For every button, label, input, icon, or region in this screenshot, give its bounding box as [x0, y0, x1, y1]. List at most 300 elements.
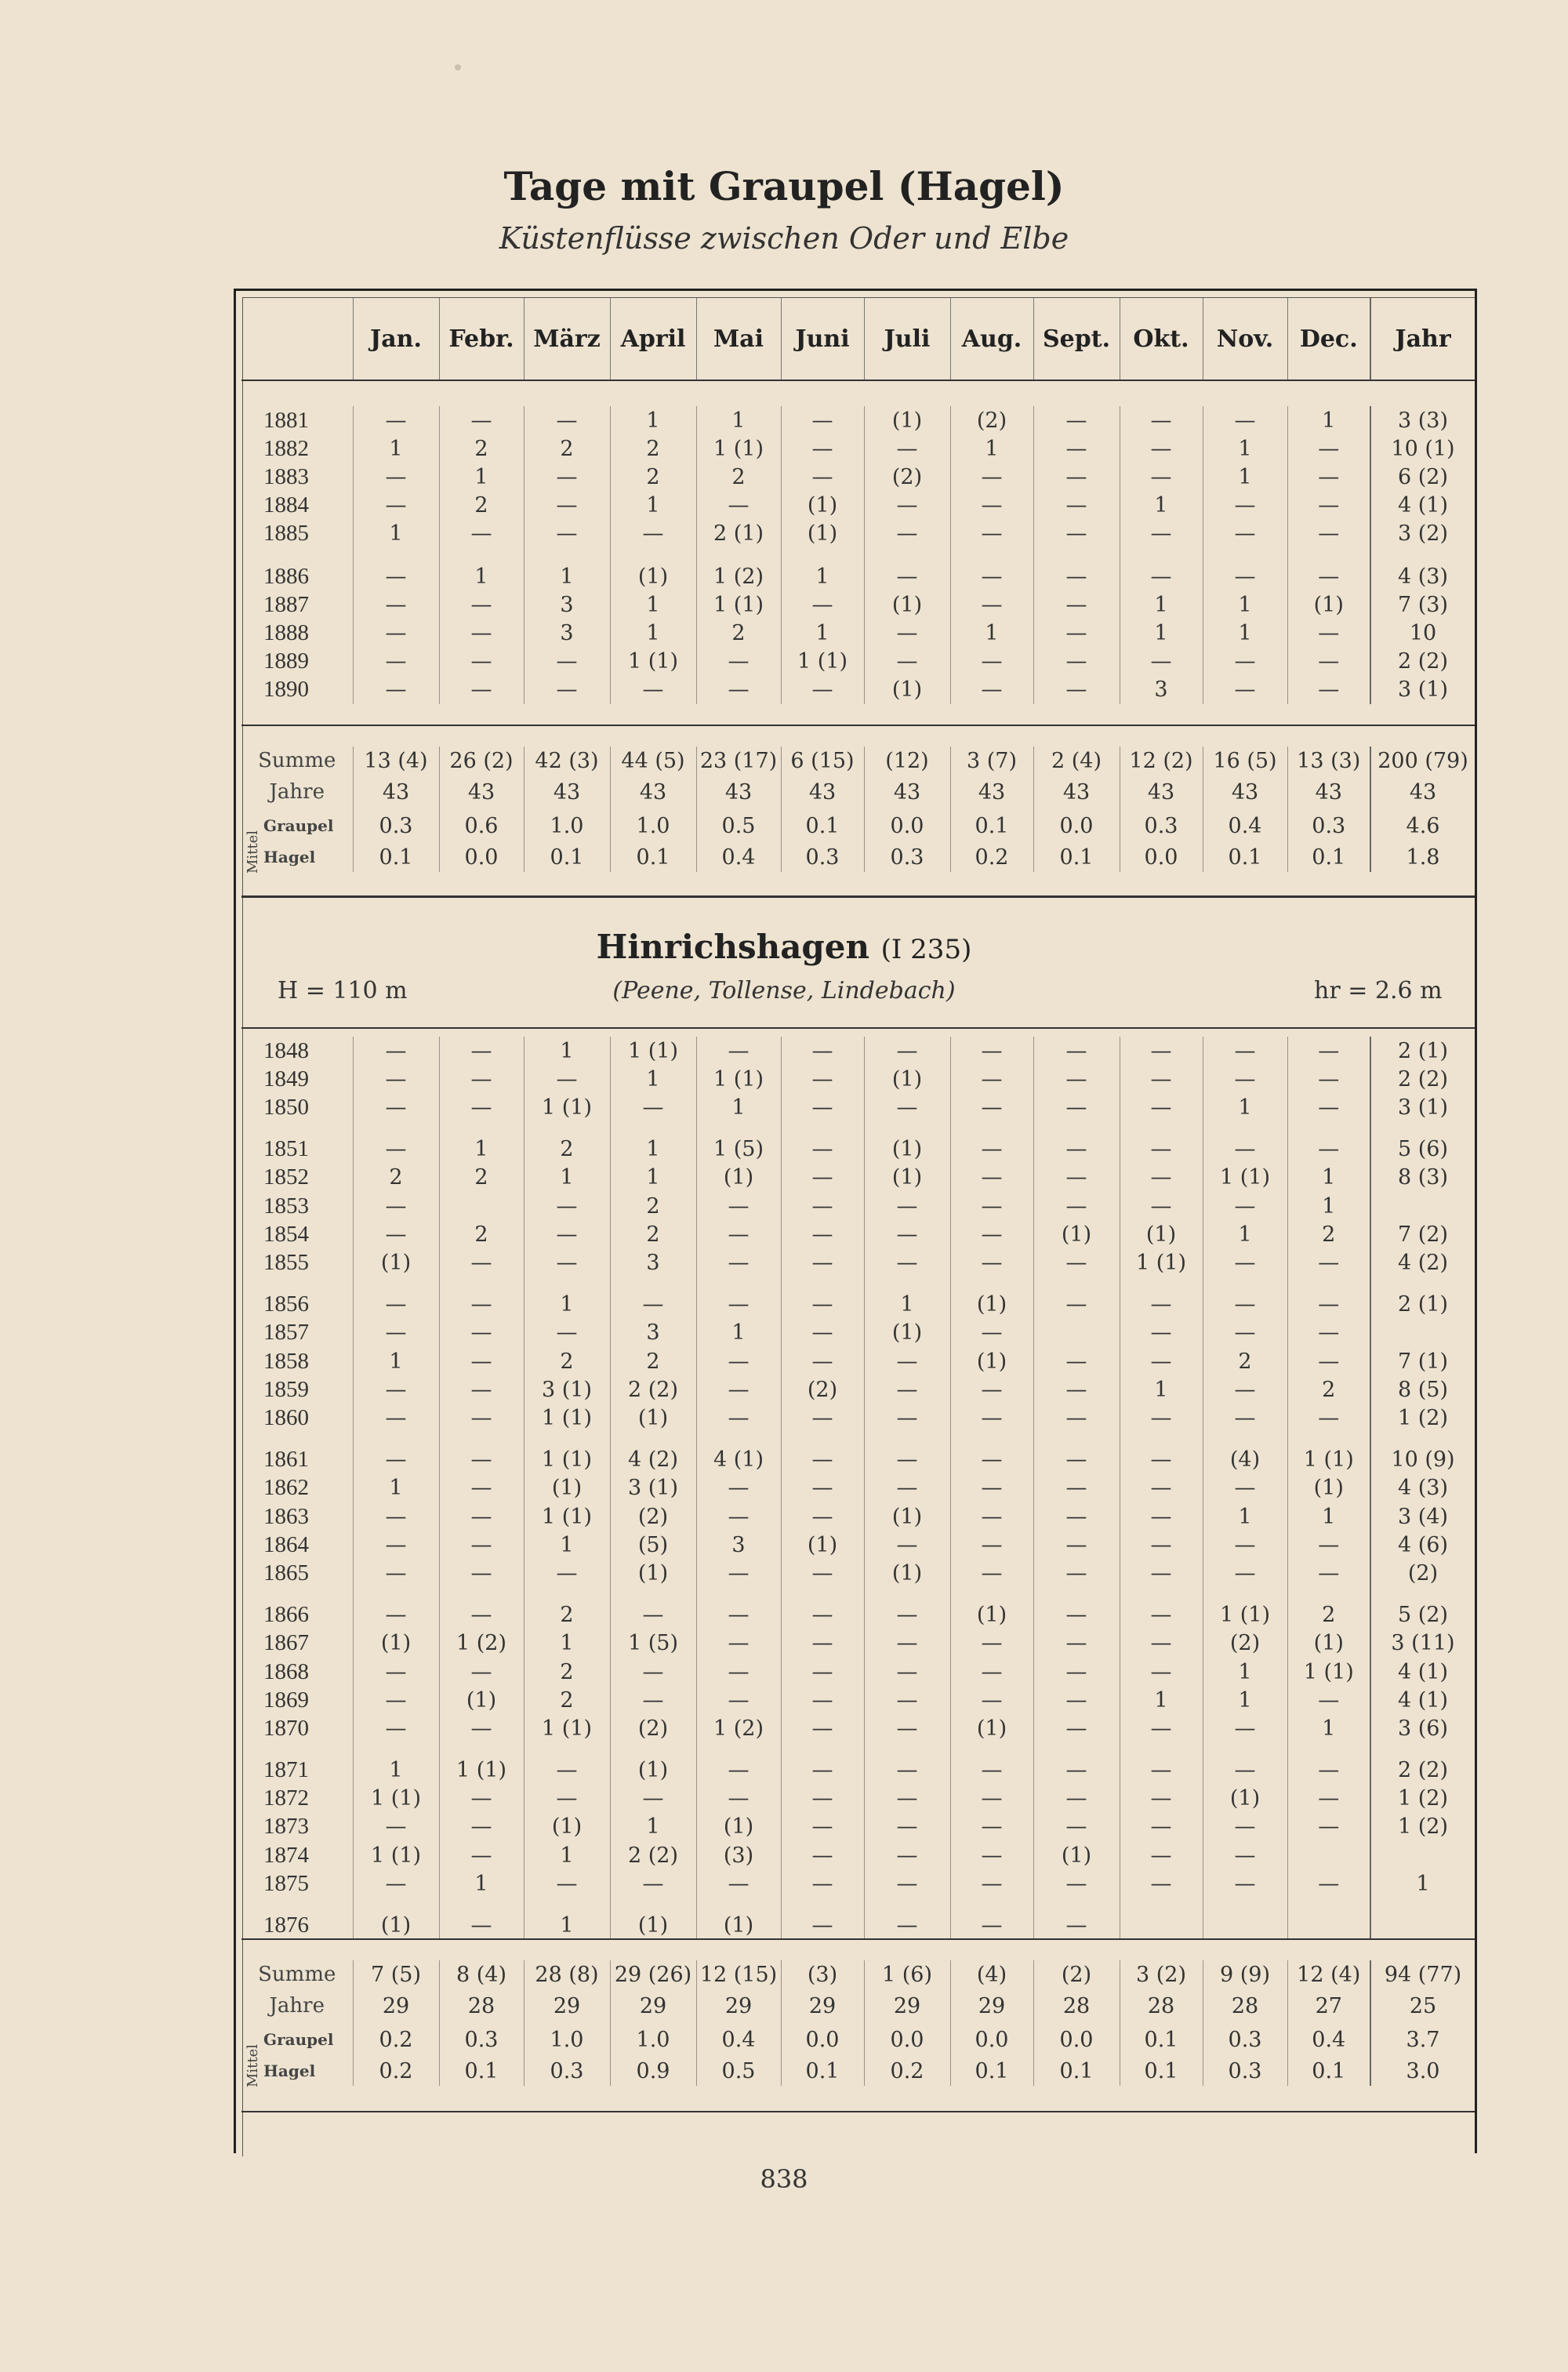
table1-hagel-value: 0.1: [524, 842, 610, 872]
table2-hagel-row: [241, 2056, 1475, 2086]
table-cell: —: [781, 1404, 864, 1433]
table-cell: —: [353, 1404, 439, 1433]
table2-spacer-cell: [610, 1277, 696, 1290]
table-cell: —: [1033, 1445, 1120, 1473]
table-cell: 1 (5): [610, 1629, 696, 1657]
table1-spacer-cell: [1120, 548, 1203, 562]
table-cell: 3: [524, 619, 610, 647]
month-header-12: Dec.: [1287, 298, 1370, 380]
table1-row-1881: [241, 406, 1475, 434]
table-cell: —: [524, 676, 610, 704]
table-cell: [1033, 1319, 1120, 1347]
table-cell: —: [1287, 434, 1370, 463]
table2-spacer-cell: [524, 1122, 610, 1135]
table-cell: —: [610, 676, 696, 704]
table2-spacer-cell: [610, 1743, 696, 1756]
table-cell: 4 (3): [1370, 562, 1475, 590]
table-cell: —: [696, 1192, 781, 1220]
table-cell: 1: [1287, 1502, 1370, 1531]
table-cell: 1 (1): [696, 590, 781, 619]
table-cell: —: [1287, 1319, 1370, 1347]
table-cell: —: [1287, 676, 1370, 704]
table-cell: 2: [524, 1686, 610, 1714]
year-label: 1856: [263, 1291, 309, 1317]
table-cell: —: [864, 434, 950, 463]
table2-spacer-cell: [610, 1588, 696, 1600]
table-cell: —: [864, 1347, 950, 1375]
table2-spacer-cell: [439, 1433, 524, 1445]
table2-spacer-cell: [781, 1588, 864, 1600]
table2-row-1851: [241, 1135, 1475, 1163]
table-cell: —: [524, 1065, 610, 1093]
table-cell: 1 (2): [1370, 1813, 1475, 1841]
table-cell: 3: [1120, 676, 1203, 704]
table2-jahre-value: 29: [864, 1989, 950, 2023]
table1-hagel-value: 0.1: [1203, 842, 1287, 872]
table-cell: —: [1203, 1531, 1287, 1559]
table-cell: —: [864, 1249, 950, 1277]
table-cell: —: [524, 1192, 610, 1220]
table-cell: —: [1203, 406, 1287, 434]
table-cell: (1): [610, 1404, 696, 1433]
table2-row-1873: [241, 1813, 1475, 1841]
table-cell: —: [1287, 648, 1370, 676]
table-cell: —: [950, 1192, 1033, 1220]
table-cell: —: [353, 1813, 439, 1841]
table-cell: 1: [696, 1319, 781, 1347]
table-cell: 1: [439, 1870, 524, 1898]
table-cell: (1): [353, 1249, 439, 1277]
table1-hagel-label: Hagel: [263, 848, 316, 866]
table2-row-1860: [241, 1404, 1475, 1433]
table2-spacer-cell: [241, 1743, 353, 1756]
table-cell: 3: [524, 590, 610, 619]
table-cell: —: [1033, 1473, 1120, 1502]
table2-spacer-cell: [524, 1743, 610, 1756]
table-cell: (1): [696, 1911, 781, 1939]
table-cell: 2: [1287, 1600, 1370, 1629]
table-cell: —: [696, 676, 781, 704]
table-cell: —: [781, 1319, 864, 1347]
table-cell: 1: [1120, 492, 1203, 520]
table-cell: —: [1033, 1756, 1120, 1784]
table-cell: —: [1287, 1249, 1370, 1277]
table-cell: 2: [524, 434, 610, 463]
table-cell: —: [439, 1560, 524, 1588]
table2-spacer-cell: [524, 1898, 610, 1911]
month-header-6: Juni: [781, 298, 864, 380]
table-cell: —: [950, 1249, 1033, 1277]
table2-spacer-cell: [950, 1743, 1033, 1756]
table-cell: 2 (2): [610, 1841, 696, 1869]
table2-spacer-cell: [1287, 1277, 1370, 1290]
table-cell: —: [864, 1841, 950, 1869]
table2-spacer-cell: [950, 1433, 1033, 1445]
table-cell: —: [353, 1715, 439, 1743]
table-cell: —: [864, 1756, 950, 1784]
table2-summe-row: [241, 1960, 1475, 1989]
table2-summe-value: 12 (15): [696, 1960, 781, 1989]
table1-summe-value: 6 (15): [781, 746, 864, 775]
table-cell: —: [781, 1813, 864, 1841]
table2-spacer-cell: [950, 1898, 1033, 1911]
table-cell: 4 (1): [1370, 492, 1475, 520]
table2-hagel-value: 0.1: [1120, 2056, 1203, 2086]
table2-spacer-cell: [781, 1433, 864, 1445]
table-cell: —: [781, 1037, 864, 1065]
table2-graupel-value: 0.4: [696, 2023, 781, 2056]
year-label: 1873: [263, 1814, 309, 1840]
table-cell: —: [524, 520, 610, 548]
table-cell: —: [1287, 1135, 1370, 1163]
table2-spacer-cell: [1287, 1433, 1370, 1445]
table-cell: —: [1033, 676, 1120, 704]
table-cell: —: [864, 1037, 950, 1065]
table2-jahre-value: 29: [610, 1989, 696, 2023]
table-cell: —: [1120, 1347, 1203, 1375]
table-cell: —: [950, 1531, 1033, 1559]
table-cell: —: [696, 1870, 781, 1898]
table-cell: —: [524, 463, 610, 491]
table2-jahre-value: 29: [696, 1989, 781, 2023]
year-label: 1849: [263, 1066, 309, 1092]
table-cell: [1370, 1192, 1475, 1220]
table-cell: —: [439, 520, 524, 548]
table-cell: (1): [950, 1290, 1033, 1318]
header-rule: [241, 380, 1475, 381]
month-header: [241, 298, 1475, 380]
table2-summe-value: (2): [1033, 1960, 1120, 1989]
table-cell: —: [781, 1094, 864, 1122]
table-cell: —: [696, 1560, 781, 1588]
table2-spacer-cell: [241, 1588, 353, 1600]
table-cell: 7 (1): [1370, 1347, 1475, 1375]
table-cell: —: [353, 1375, 439, 1404]
table-cell: 1 (1): [524, 1094, 610, 1122]
table-cell: —: [1203, 1813, 1287, 1841]
table2-hagel-value: 0.2: [864, 2056, 950, 2086]
table-cell: 1: [1203, 590, 1287, 619]
table2-spacer-cell: [1370, 1277, 1475, 1290]
table1-row-1882: [241, 434, 1475, 463]
table-cell: (1): [1033, 1841, 1120, 1869]
table-cell: 1: [950, 434, 1033, 463]
table-cell: —: [864, 648, 950, 676]
table-cell: 10 (1): [1370, 434, 1475, 463]
table-cell: 1 (1): [524, 1404, 610, 1433]
table2-spacer-cell: [610, 1122, 696, 1135]
table2-spacer-cell: [1287, 1743, 1370, 1756]
table2-graupel-value: 0.1: [1120, 2023, 1203, 2056]
table-cell: 2: [1203, 1347, 1287, 1375]
table2-summe-value: 28 (8): [524, 1960, 610, 1989]
table-cell: —: [950, 676, 1033, 704]
table-cell: —: [1120, 1715, 1203, 1743]
table-cell: —: [353, 1065, 439, 1093]
table2-spacer-cell: [439, 1898, 524, 1911]
table-cell: 2: [524, 1658, 610, 1686]
table2-spacer-cell: [524, 1433, 610, 1445]
table-cell: (2): [864, 463, 950, 491]
table-cell: —: [781, 676, 864, 704]
table-cell: —: [864, 562, 950, 590]
table-cell: —: [1033, 1094, 1120, 1122]
page-number: 838: [760, 2164, 808, 2194]
table-cell: (1): [353, 1629, 439, 1657]
year-label: 1853: [263, 1193, 309, 1219]
table2-row-1876: [241, 1911, 1475, 1939]
table-cell: —: [950, 1319, 1033, 1347]
table-cell: 3 (1): [1370, 1094, 1475, 1122]
year-label: 1855: [263, 1250, 309, 1276]
table-cell: —: [950, 1870, 1033, 1898]
table2-spacer-cell: [864, 1898, 950, 1911]
table-cell: 2: [439, 492, 524, 520]
table-cell: 1 (2): [696, 1715, 781, 1743]
table-cell: —: [439, 590, 524, 619]
table-cell: —: [864, 1220, 950, 1248]
table2-spacer-cell: [781, 1277, 864, 1290]
table-cell: —: [1203, 1841, 1287, 1869]
table1-row-1888: [241, 619, 1475, 647]
table-cell: —: [1033, 520, 1120, 548]
table-cell: —: [439, 406, 524, 434]
table2-spacer-cell: [696, 1898, 781, 1911]
table2-jahre-value: 29: [781, 1989, 864, 2023]
table2-spacer-cell: [241, 1277, 353, 1290]
table-cell: (1): [610, 1560, 696, 1588]
table2-spacer-cell: [1370, 1433, 1475, 1445]
table1-graupel-value: 4.6: [1370, 809, 1475, 842]
table-cell: —: [1287, 1347, 1370, 1375]
table-cell: —: [781, 406, 864, 434]
table-cell: —: [1120, 1870, 1203, 1898]
table-cell: —: [696, 1249, 781, 1277]
table-cell: 1: [1203, 619, 1287, 647]
table-cell: 3 (4): [1370, 1502, 1475, 1531]
table-cell: (1): [864, 1135, 950, 1163]
table-cell: —: [1033, 1715, 1120, 1743]
table-cell: 4 (6): [1370, 1531, 1475, 1559]
table-cell: —: [781, 1347, 864, 1375]
table-cell: —: [696, 1220, 781, 1248]
table-cell: —: [781, 1560, 864, 1588]
table-cell: (2): [610, 1715, 696, 1743]
table-cell: —: [864, 1870, 950, 1898]
table-cell: 2: [696, 619, 781, 647]
year-label: 1887: [263, 591, 309, 617]
table1-spacer-cell: [864, 548, 950, 562]
table-cell: 1 (1): [610, 648, 696, 676]
table-cell: —: [1120, 463, 1203, 491]
table2-jahre-row: [241, 1989, 1475, 2023]
table-cell: —: [696, 1784, 781, 1812]
table-cell: —: [1120, 1192, 1203, 1220]
table2-spacer-cell: [1120, 1743, 1203, 1756]
table-cell: —: [610, 1784, 696, 1812]
table-cell: 2: [439, 1164, 524, 1192]
table1-jahre-value: 43: [1203, 775, 1287, 809]
table-cell: 1: [1203, 434, 1287, 463]
table-cell: —: [1033, 1870, 1120, 1898]
table1-stats: [241, 746, 1475, 872]
table-cell: —: [353, 1220, 439, 1248]
table1-jahre-value: 43: [1370, 775, 1475, 809]
table1-summe-value: 44 (5): [610, 746, 696, 775]
table-cell: —: [610, 1600, 696, 1629]
table-cell: —: [610, 1870, 696, 1898]
table1-hagel-value: 0.1: [1287, 842, 1370, 872]
table-cell: —: [1033, 1784, 1120, 1812]
table-cell: (1): [781, 492, 864, 520]
table-cell: —: [1203, 1249, 1287, 1277]
table-cell: —: [1203, 1756, 1287, 1784]
table-cell: 4 (2): [610, 1445, 696, 1473]
month-header-8: Aug.: [950, 298, 1033, 380]
table-cell: —: [781, 1784, 864, 1812]
table2-end-rule: [241, 2111, 1475, 2112]
table2-group-spacer: [241, 1743, 1475, 1756]
table-cell: (1): [1287, 1629, 1370, 1657]
year-label: 1854: [263, 1222, 309, 1248]
table-cell: (1): [439, 1686, 524, 1714]
table2-jahre-value: 28: [1203, 1989, 1287, 2023]
table-cell: —: [1203, 1037, 1287, 1065]
table2-hagel-value: 0.1: [950, 2056, 1033, 2086]
table-cell: —: [1120, 1094, 1203, 1122]
table-cell: 1: [1287, 1164, 1370, 1192]
table-cell: —: [353, 619, 439, 647]
table-cell: 1 (1): [524, 1445, 610, 1473]
table-cell: —: [1120, 1502, 1203, 1531]
table1-jahre-row: [241, 775, 1475, 809]
table-cell: 1: [1287, 406, 1370, 434]
table2-spacer-cell: [610, 1433, 696, 1445]
table-cell: [1287, 1911, 1370, 1939]
table-cell: 1 (1): [353, 1784, 439, 1812]
table2-row-1850: [241, 1094, 1475, 1122]
table-cell: 2: [524, 1600, 610, 1629]
table-cell: (1): [864, 1164, 950, 1192]
table-cell: —: [781, 1911, 864, 1939]
table-cell: (3): [696, 1841, 781, 1869]
table-cell: 3 (1): [1370, 676, 1475, 704]
table-cell: —: [950, 1135, 1033, 1163]
table2-group-spacer: [241, 1433, 1475, 1445]
table1-graupel-value: 0.6: [439, 809, 524, 842]
table-cell: 1: [1203, 1658, 1287, 1686]
table-cell: —: [610, 1290, 696, 1318]
table2-row-1871: [241, 1756, 1475, 1784]
table-cell: 1: [524, 1164, 610, 1192]
table1-graupel-value: 0.1: [781, 809, 864, 842]
table-cell: 4 (3): [1370, 1473, 1475, 1502]
table-cell: —: [1120, 434, 1203, 463]
table-cell: (1): [696, 1813, 781, 1841]
table2-jahre-value: 29: [353, 1989, 439, 2023]
table-cell: 1: [1370, 1870, 1475, 1898]
year-label: 1872: [263, 1785, 309, 1811]
table-cell: 2: [1287, 1375, 1370, 1404]
table-cell: —: [950, 463, 1033, 491]
table2-hagel-value: 0.5: [696, 2056, 781, 2086]
table-cell: —: [1033, 1249, 1120, 1277]
table2-jahre-value: 29: [950, 1989, 1033, 2023]
table2-sum-rule: [241, 1938, 1475, 1940]
table-cell: —: [1120, 1560, 1203, 1588]
table-cell: —: [950, 1473, 1033, 1502]
table2-spacer-cell: [781, 1743, 864, 1756]
table2-spacer-cell: [241, 1433, 353, 1445]
table1-graupel-value: 0.0: [864, 809, 950, 842]
table-cell: (2): [610, 1502, 696, 1531]
table2-graupel-value: 0.2: [353, 2023, 439, 2056]
table-cell: —: [1203, 1560, 1287, 1588]
table-cell: —: [439, 1502, 524, 1531]
month-header-2: Febr.: [439, 298, 524, 380]
table2-spacer-cell: [1120, 1433, 1203, 1445]
table2-spacer-cell: [524, 1277, 610, 1290]
table1-jahre-value: 43: [1120, 775, 1203, 809]
table-cell: 1: [610, 492, 696, 520]
table-cell: (1): [864, 590, 950, 619]
table-cell: —: [696, 1600, 781, 1629]
table-cell: —: [1120, 406, 1203, 434]
table-cell: —: [1033, 1531, 1120, 1559]
table1-spacer-cell: [696, 548, 781, 562]
table-cell: —: [524, 1560, 610, 1588]
table-cell: —: [439, 1813, 524, 1841]
table-cell: —: [353, 1658, 439, 1686]
month-header-year: Jahr: [1370, 298, 1475, 380]
table-cell: —: [439, 1841, 524, 1869]
year-label: 1869: [263, 1687, 309, 1713]
table2-spacer-cell: [353, 1588, 439, 1600]
table-cell: 3 (2): [1370, 520, 1475, 548]
table-cell: —: [950, 1164, 1033, 1192]
table-cell: 8 (5): [1370, 1375, 1475, 1404]
table2-top-rule: [241, 1027, 1475, 1029]
table-cell: 3: [610, 1249, 696, 1277]
table-cell: —: [950, 520, 1033, 548]
table1-hagel-value: 0.0: [1120, 842, 1203, 872]
table1-spacer-cell: [524, 548, 610, 562]
table-cell: —: [353, 1600, 439, 1629]
table-cell: 3 (3): [1370, 406, 1475, 434]
table-cell: —: [1287, 1531, 1370, 1559]
table1-graupel-value: 1.0: [524, 809, 610, 842]
table-cell: 1: [610, 1164, 696, 1192]
table-cell: 1: [439, 562, 524, 590]
table1-hagel-value: 0.1: [353, 842, 439, 872]
table-cell: 1: [524, 1911, 610, 1939]
table-cell: —: [1120, 1164, 1203, 1192]
table-cell: —: [1120, 1445, 1203, 1473]
table-cell: 1: [781, 619, 864, 647]
table-cell: —: [781, 434, 864, 463]
table1-end-rule: [241, 895, 1475, 898]
table1-graupel-value: 1.0: [610, 809, 696, 842]
table2-spacer-cell: [696, 1122, 781, 1135]
table1-spacer-cell: [241, 548, 353, 562]
table-cell: —: [524, 648, 610, 676]
table-cell: —: [353, 1290, 439, 1318]
table2-spacer-cell: [1033, 1433, 1120, 1445]
table2-row-1854: [241, 1220, 1475, 1248]
table-cell: 1: [353, 1473, 439, 1502]
table-cell: 1: [353, 434, 439, 463]
table-cell: 1: [524, 1037, 610, 1065]
